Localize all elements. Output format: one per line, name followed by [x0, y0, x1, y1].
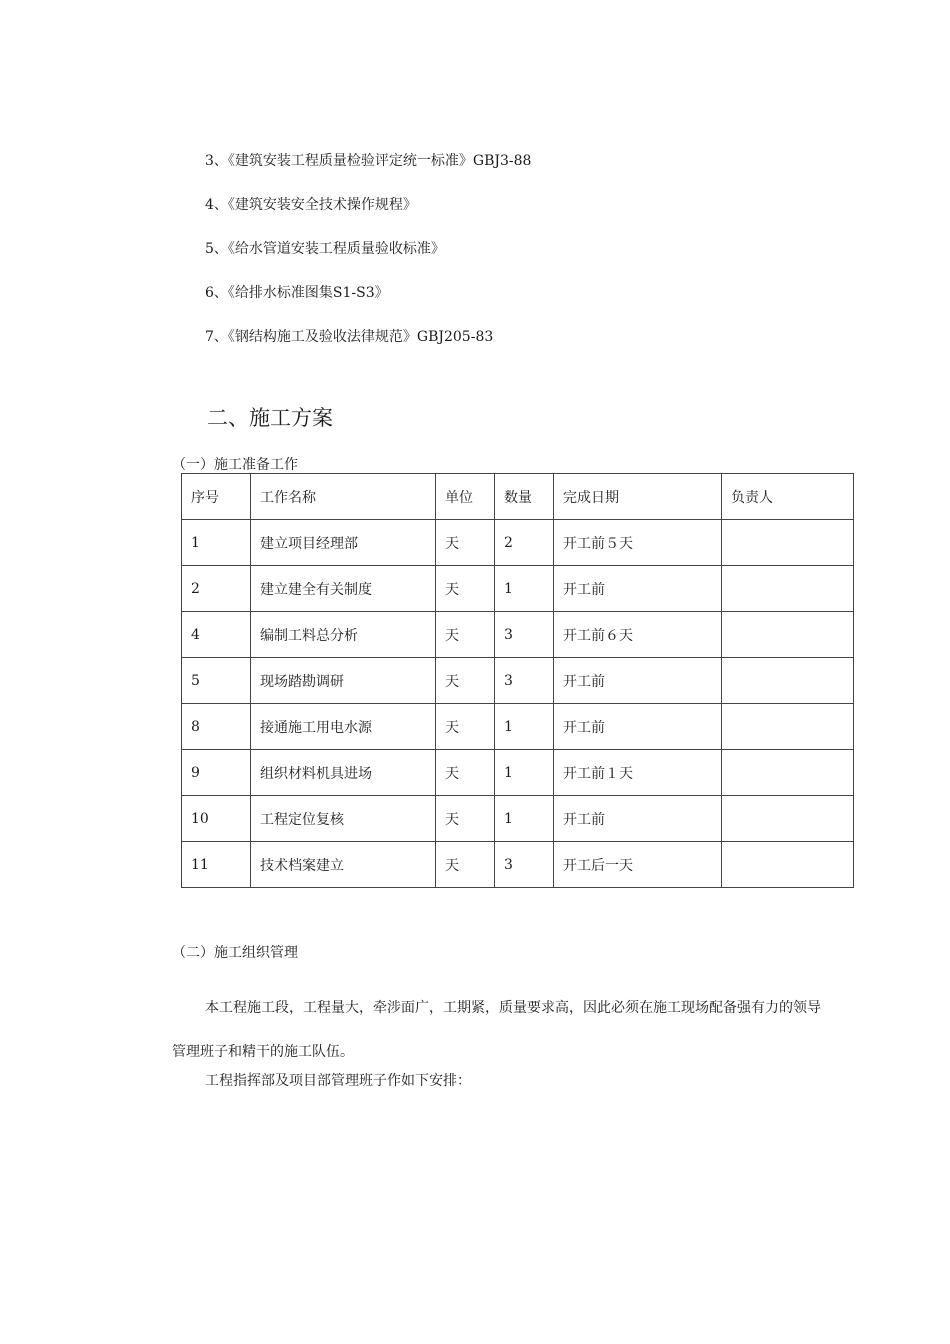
- prep-work-table: [181, 473, 854, 888]
- table-row: [182, 750, 854, 796]
- header-cell-seq: 序号: [182, 474, 251, 520]
- table-row: [182, 842, 854, 888]
- cell-task: 工程定位复核: [251, 796, 436, 842]
- cell-date: 开工前６天: [554, 612, 722, 658]
- table-row: [182, 658, 854, 704]
- table-header-row: [182, 474, 854, 520]
- cell-qty: 1: [495, 796, 554, 842]
- cell-qty: 1: [495, 566, 554, 612]
- reference-item: 7、《钢结构施工及验收法律规范》GBJ205-83: [205, 329, 494, 345]
- table-row: [182, 796, 854, 842]
- cell-seq: 8: [182, 704, 251, 750]
- header-cell-unit: 单位: [436, 474, 495, 520]
- cell-unit: 天: [436, 796, 495, 842]
- cell-owner: [722, 658, 854, 704]
- cell-date: 开工前: [554, 566, 722, 612]
- table-row: [182, 704, 854, 750]
- cell-owner: [722, 566, 854, 612]
- org-paragraph-1: 本工程施工段，工程量大，牵涉面广，工期紧，质量要求高，因此必须在施工现场配备强有力的领导管理班子和精干的施工队伍。: [172, 1000, 821, 1060]
- cell-seq: 1: [182, 520, 251, 566]
- cell-seq: 4: [182, 612, 251, 658]
- cell-task: 技术档案建立: [251, 842, 436, 888]
- cell-task: 接通施工用电水源: [251, 704, 436, 750]
- reference-item: 6、《给排水标准图集S1-S3》: [205, 285, 389, 301]
- header-cell-owner: 负责人: [722, 474, 854, 520]
- cell-date: 开工后一天: [554, 842, 722, 888]
- cell-date: 开工前５天: [554, 520, 722, 566]
- cell-owner: [722, 612, 854, 658]
- cell-unit: 天: [436, 658, 495, 704]
- cell-unit: 天: [436, 704, 495, 750]
- cell-date: 开工前: [554, 704, 722, 750]
- table-row: [182, 520, 854, 566]
- cell-qty: 3: [495, 658, 554, 704]
- reference-item: 5、《给水管道安装工程质量验收标准》: [205, 241, 445, 257]
- cell-date: 开工前１天: [554, 750, 722, 796]
- cell-seq: 2: [182, 566, 251, 612]
- cell-unit: 天: [436, 566, 495, 612]
- cell-qty: 1: [495, 704, 554, 750]
- cell-unit: 天: [436, 520, 495, 566]
- cell-owner: [722, 704, 854, 750]
- section-title: 二、施工方案: [207, 406, 333, 430]
- cell-seq: 9: [182, 750, 251, 796]
- prep-work-title: （一）施工准备工作: [172, 457, 298, 473]
- cell-owner: [722, 842, 854, 888]
- org-management-title: （二）施工组织管理: [172, 945, 298, 961]
- header-cell-date: 完成日期: [554, 474, 722, 520]
- cell-owner: [722, 520, 854, 566]
- cell-seq: 10: [182, 796, 251, 842]
- cell-task: 现场踏勘调研: [251, 658, 436, 704]
- cell-unit: 天: [436, 842, 495, 888]
- cell-seq: 5: [182, 658, 251, 704]
- cell-unit: 天: [436, 612, 495, 658]
- cell-task: 建立项目经理部: [251, 520, 436, 566]
- table-row: [182, 566, 854, 612]
- cell-seq: 11: [182, 842, 251, 888]
- cell-unit: 天: [436, 750, 495, 796]
- cell-owner: [722, 796, 854, 842]
- reference-list: [205, 150, 531, 370]
- cell-task: 编制工料总分析: [251, 612, 436, 658]
- cell-qty: 1: [495, 750, 554, 796]
- cell-date: 开工前: [554, 658, 722, 704]
- cell-owner: [722, 750, 854, 796]
- reference-item: 3、《建筑安装工程质量检验评定统一标准》GBJ3-88: [205, 153, 532, 169]
- cell-date: 开工前: [554, 796, 722, 842]
- reference-item: 4、《建筑安装安全技术操作规程》: [205, 197, 417, 213]
- cell-qty: 2: [495, 520, 554, 566]
- table-row: [182, 612, 854, 658]
- cell-qty: 3: [495, 842, 554, 888]
- cell-task: 组织材料机具进场: [251, 750, 436, 796]
- org-paragraph-2: 工程指挥部及项目部管理班子作如下安排：: [205, 1073, 471, 1089]
- cell-task: 建立建全有关制度: [251, 566, 436, 612]
- header-cell-task: 工作名称: [251, 474, 436, 520]
- cell-qty: 3: [495, 612, 554, 658]
- header-cell-qty: 数量: [495, 474, 554, 520]
